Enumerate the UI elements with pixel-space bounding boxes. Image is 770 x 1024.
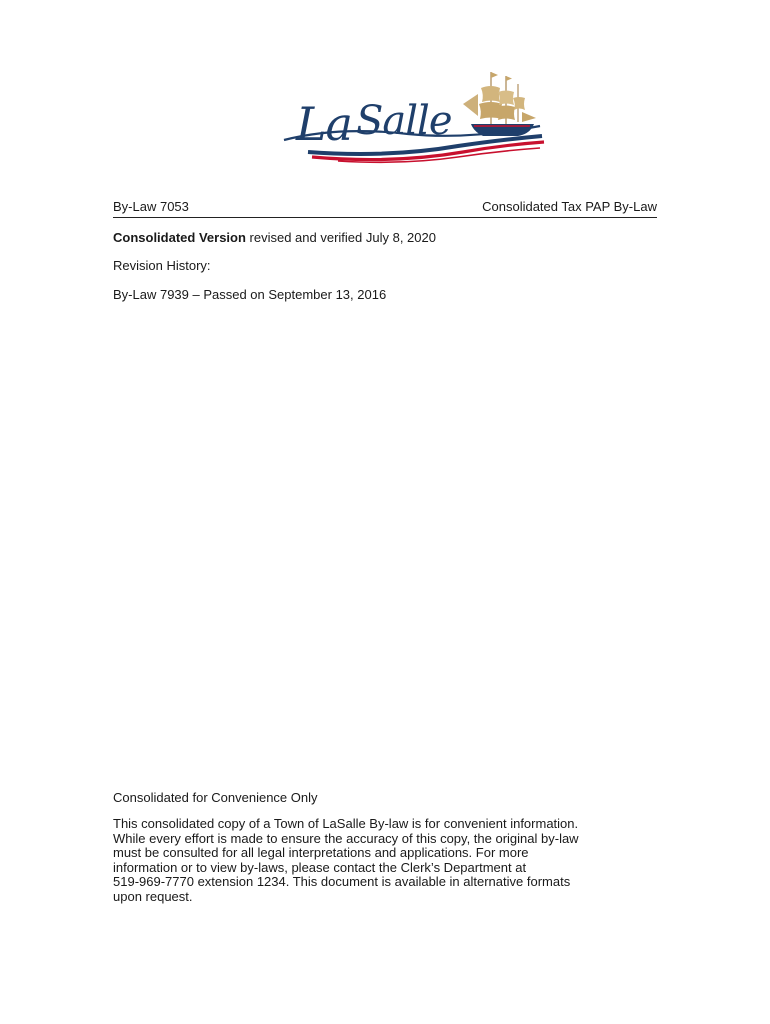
notice-line: 519-969-7770 extension 1234. This document is available in alternative formats <box>113 874 571 889</box>
notice-line: information or to view by-laws, please contact the Clerk’s Department at <box>113 859 527 875</box>
svg-text:La: La <box>296 97 352 151</box>
revision-history-heading: Revision History: <box>113 258 211 273</box>
notice-line: This consolidated copy of a Town of LaSalle By-law is for convenient information. <box>113 816 579 831</box>
notice-line: upon request. <box>113 888 193 904</box>
ship-icon <box>463 72 536 136</box>
lasalle-logo <box>278 64 550 168</box>
lasalle-logo-graphic <box>278 64 550 168</box>
bylaw-title: Consolidated Tax PAP By-Law <box>482 199 657 214</box>
consolidated-version-text: revised and verified July 8, 2020 <box>245 230 436 245</box>
svg-text:Salle: Salle <box>356 98 452 144</box>
bylaw-number: By-Law 7053 <box>113 199 189 214</box>
document-header <box>113 199 657 218</box>
consolidated-version-label: Consolidated Version <box>113 230 246 245</box>
notice-line: must be consulted for all legal interpretations and applications. For more <box>113 845 529 860</box>
revision-history-entry: By-Law 7939 – Passed on September 13, 2016 <box>113 287 387 302</box>
notice-line: While every effort is made to ensure the accuracy of this copy, the original by-law <box>113 830 579 846</box>
lasalle-wordmark <box>295 97 452 151</box>
consolidated-version-line <box>113 230 436 246</box>
notice-heading: Consolidated for Convenience Only <box>113 790 318 805</box>
notice-paragraph <box>113 817 661 904</box>
